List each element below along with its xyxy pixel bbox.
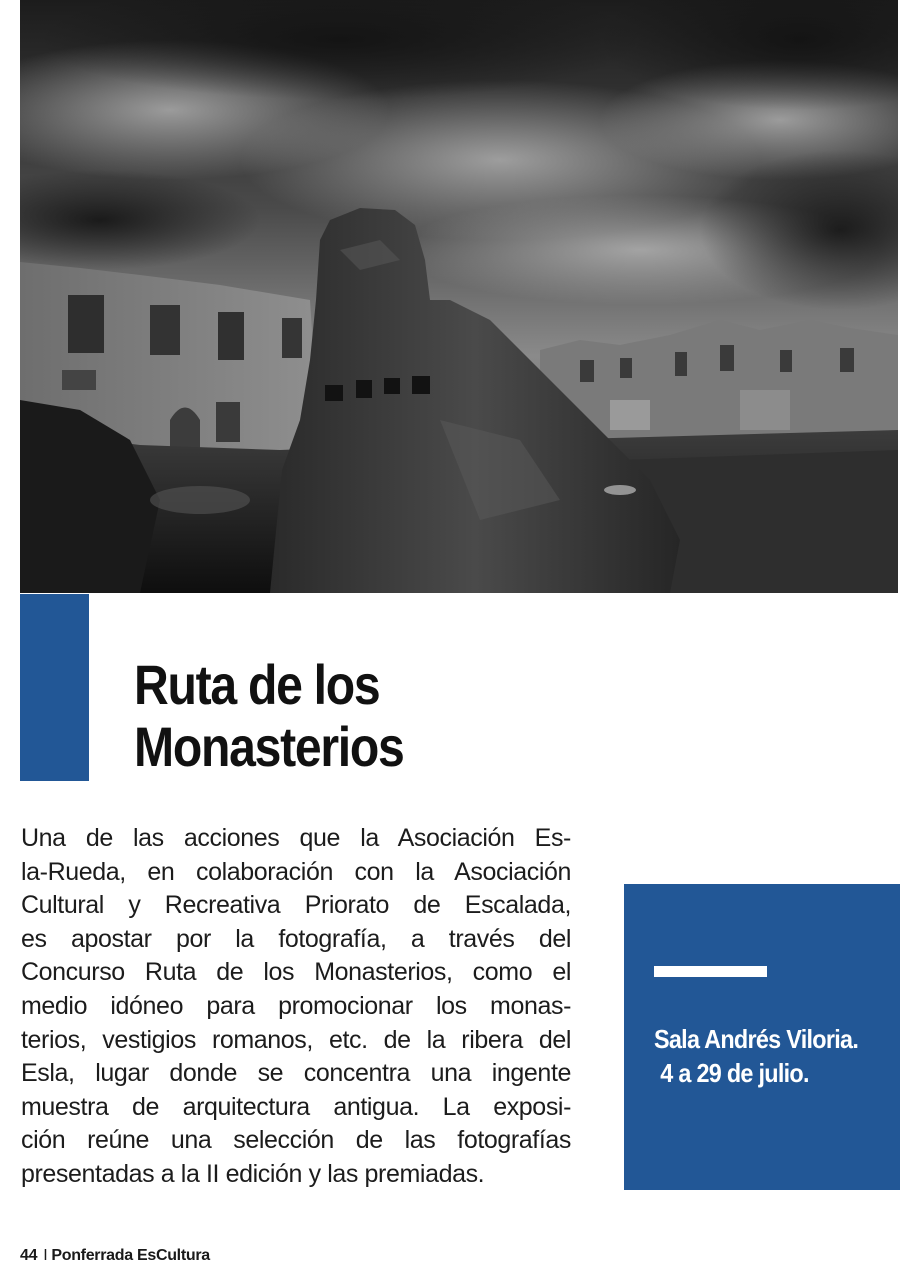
page-footer bbox=[20, 1247, 210, 1265]
footer-separator: I bbox=[43, 1247, 48, 1264]
accent-bar bbox=[20, 594, 89, 781]
event-dates: 4 a 29 de julio. bbox=[660, 1058, 809, 1088]
publication-name: Ponferrada EsCultura bbox=[51, 1247, 210, 1264]
event-venue: Sala Andrés Viloria. bbox=[654, 1024, 859, 1054]
body-line: Cultural y Recreativa Priorato de Escalada, bbox=[21, 891, 571, 920]
monastery-ruins-photo bbox=[20, 0, 898, 593]
body-line: ción reúne una selección de las fotografías bbox=[21, 1126, 571, 1155]
event-details bbox=[654, 1022, 870, 1090]
body-line: medio idóneo para promocionar los monas- bbox=[21, 991, 571, 1020]
title-line-1: Ruta de los bbox=[134, 653, 380, 716]
body-line: terios, vestigios romanos, etc. de la ribera del bbox=[21, 1025, 571, 1054]
body-line: Una de las acciones que la Asociación Es- bbox=[21, 824, 571, 852]
event-info-box bbox=[624, 884, 900, 1190]
article-title bbox=[134, 654, 564, 778]
body-line: presentadas a la II edición y las premiadas. bbox=[21, 1159, 485, 1188]
body-line: es apostar por la fotografía, a través del bbox=[21, 924, 571, 953]
page-number: 44 bbox=[20, 1247, 38, 1264]
title-line-2: Monasterios bbox=[134, 715, 404, 778]
body-line: muestra de arquitectura antigua. La exposi- bbox=[21, 1092, 571, 1121]
info-divider bbox=[654, 966, 767, 977]
article-body bbox=[21, 822, 571, 1192]
body-line: la-Rueda, en colaboración con la Asociación bbox=[21, 857, 571, 886]
ruins-illustration bbox=[20, 0, 898, 593]
body-line: Concurso Ruta de los Monasterios, como el bbox=[21, 958, 571, 987]
body-line: Esla, lugar donde se concentra una ingente bbox=[21, 1059, 571, 1088]
